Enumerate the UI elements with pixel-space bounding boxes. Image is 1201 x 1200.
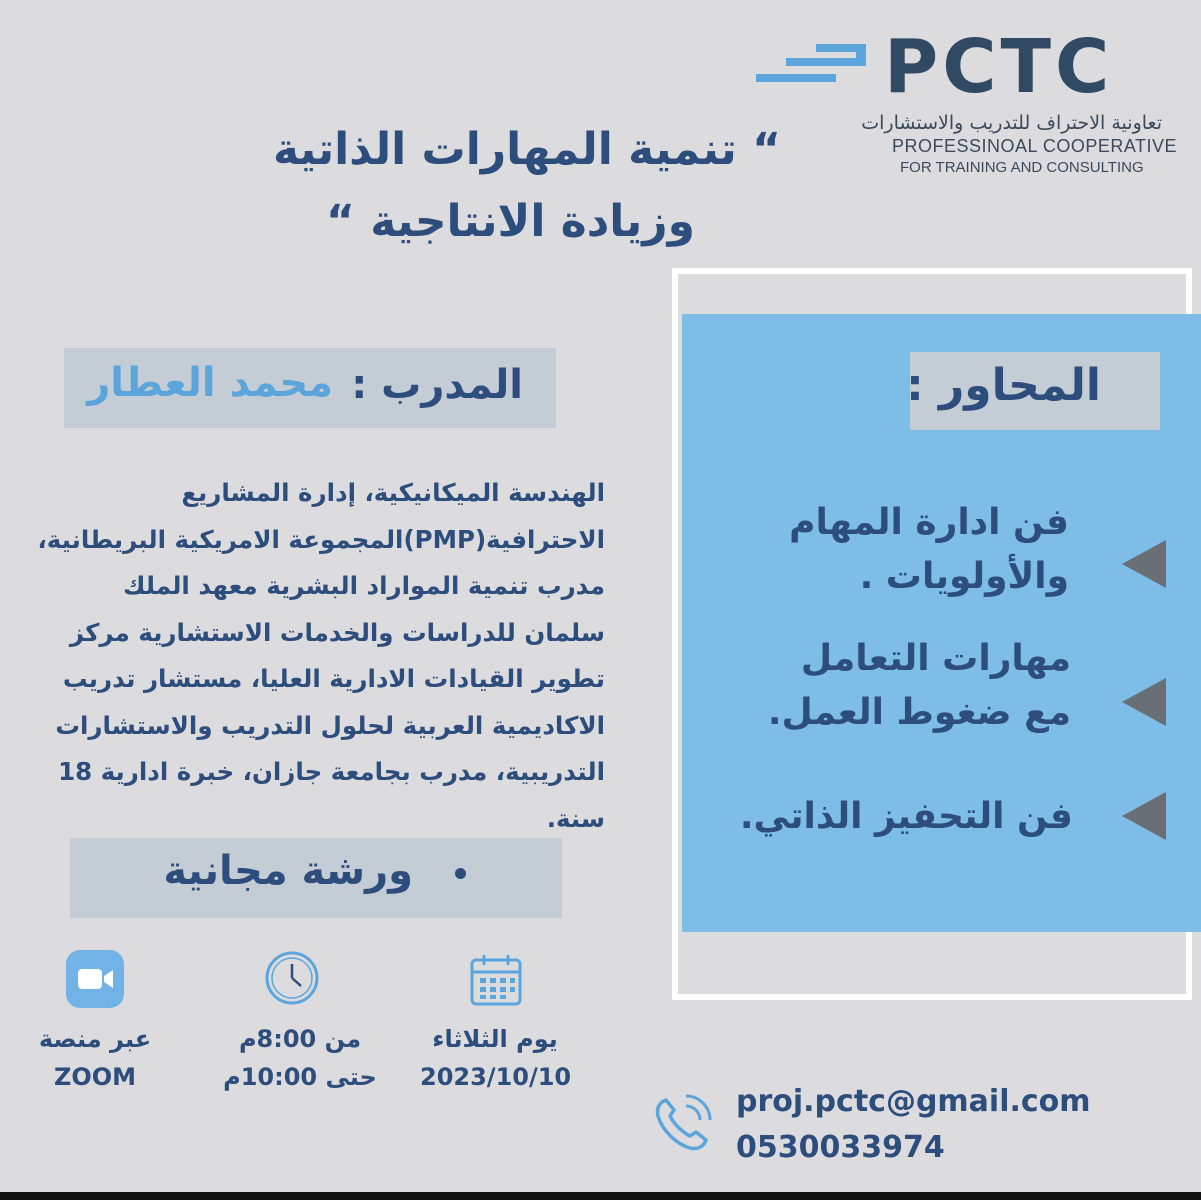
axes-label: المحاور : (906, 360, 1101, 411)
phone-icon (652, 1092, 714, 1154)
zoom-camera-icon (66, 950, 124, 1008)
logo-wordmark: PCTC (884, 24, 1114, 110)
axis-item-2 (768, 632, 1071, 740)
workshop-label: ورشة مجانية (163, 848, 413, 894)
time-line2: حتى 10:00م (223, 1063, 377, 1091)
axis-item-2-line1: مهارات التعامل (800, 638, 1071, 679)
axis-item-1-line1: فن ادارة المهام (789, 502, 1069, 543)
logo-english-line2: FOR TRAINING AND CONSULTING (900, 159, 1144, 176)
trainer-label: المدرب : (351, 362, 523, 408)
platform-line1: عبر منصة (38, 1025, 152, 1053)
axis-item-1-line2: والأولويات . (859, 556, 1069, 597)
date-line2: 2023/10/10 (420, 1063, 572, 1091)
arrow-left-icon (1122, 540, 1166, 588)
bullet-dot-icon (455, 868, 466, 879)
axis-item-3 (740, 790, 1073, 844)
arrow-left-icon (1122, 678, 1166, 726)
contact-email[interactable]: proj.pctc@gmail.com (736, 1084, 1091, 1119)
logo-speed-lines (756, 44, 868, 92)
arrow-left-icon (1122, 792, 1166, 840)
date-line1: يوم الثلاثاء (432, 1025, 558, 1053)
time-info (220, 1020, 380, 1096)
page-title-line2: وزيادة الانتاجية “ (325, 196, 695, 247)
axis-item-3-line1: فن التحفيز الذاتي. (739, 796, 1073, 837)
time-line1: من 8:00م (238, 1025, 362, 1053)
axis-item-2-line2: مع ضغوط العمل. (767, 692, 1071, 733)
calendar-icon (468, 952, 524, 1008)
date-info (420, 1020, 570, 1096)
bottom-divider (0, 1192, 1201, 1200)
clock-icon (264, 950, 320, 1006)
page-title-line1: “ تنمية المهارات الذاتية (272, 124, 781, 175)
trainer-name: محمد العطار (87, 360, 333, 406)
axis-item-1 (789, 496, 1069, 604)
platform-line2: ZOOM (53, 1063, 137, 1091)
contact-phone[interactable]: 0530033974 (736, 1130, 945, 1165)
logo-arabic-name: تعاونية الاحتراف للتدريب والاستشارات (861, 112, 1162, 134)
trainer-bio: الهندسة الميكانيكية، إدارة المشاريع الاحترافية(PMP)المجموعة الامريكية البريطانية، مدرب تنمية المواراد البشرية معهد الملك سلمان للدراسات والخدمات الاستشارية مركز تطوير القيادات الادارية العليا، مستشار تدريب الاكاديمية العربية لحلول التدريب والاستشارات التدريبية، مدرب بجامعة جازان، خبرة ادارية 18 سنة. (37, 478, 605, 833)
platform-info (30, 1020, 160, 1096)
logo-english-line1: PROFESSINOAL COOPERATIVE (892, 136, 1178, 156)
